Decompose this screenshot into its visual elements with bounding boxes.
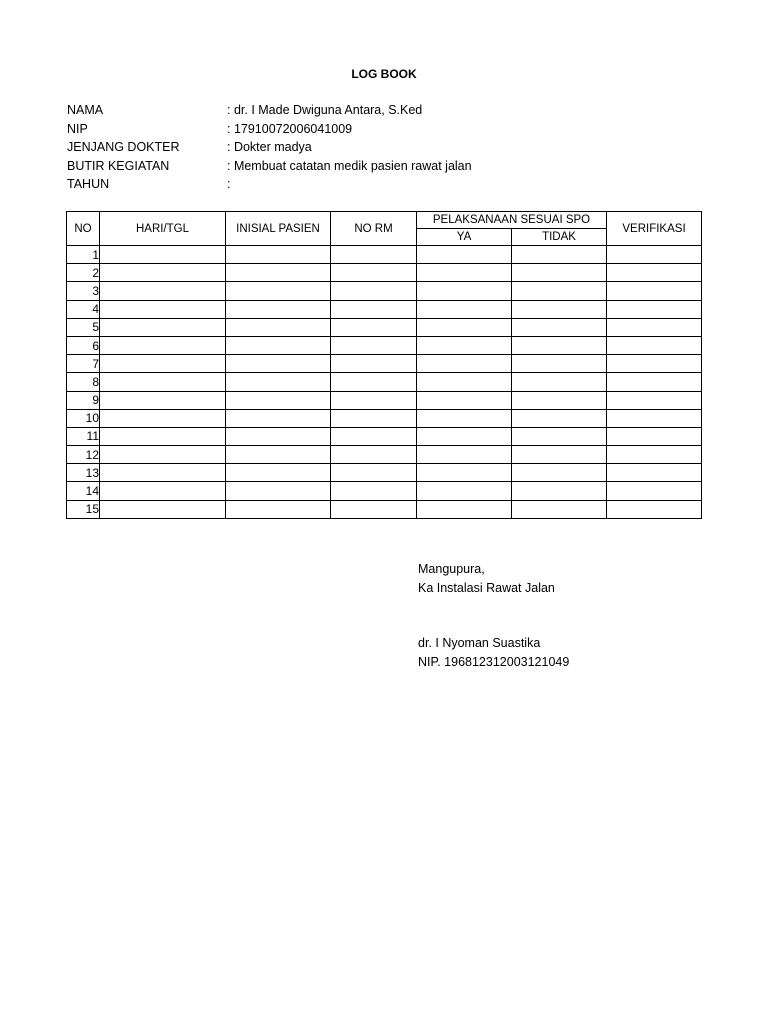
initials-cell[interactable] xyxy=(226,446,331,464)
rm-cell[interactable] xyxy=(331,446,417,464)
verification-cell[interactable] xyxy=(607,446,702,464)
info-value: : dr. I Made Dwiguna Antara, S.Ked xyxy=(227,103,423,117)
rm-cell[interactable] xyxy=(331,300,417,318)
initials-cell[interactable] xyxy=(226,427,331,445)
initials-cell[interactable] xyxy=(226,500,331,518)
yes-cell[interactable] xyxy=(417,427,512,445)
row-number: 13 xyxy=(67,464,100,482)
table-row xyxy=(67,427,702,445)
info-label: NIP xyxy=(67,121,88,136)
initials-cell[interactable] xyxy=(226,409,331,427)
initials-cell[interactable] xyxy=(226,336,331,354)
row-number: 2 xyxy=(67,264,100,282)
header-date: HARI/TGL xyxy=(100,212,226,246)
table-row xyxy=(67,246,702,264)
row-number: 9 xyxy=(67,391,100,409)
signature-name: dr. I Nyoman Suastika xyxy=(418,636,541,650)
date-cell[interactable] xyxy=(100,427,226,445)
no-spo-cell[interactable] xyxy=(512,482,607,500)
initials-cell[interactable] xyxy=(226,264,331,282)
header-yes: YA xyxy=(417,229,512,246)
row-number: 1 xyxy=(67,246,100,264)
date-cell[interactable] xyxy=(100,300,226,318)
yes-cell[interactable] xyxy=(417,391,512,409)
table-row xyxy=(67,336,702,354)
signature-space xyxy=(418,598,569,634)
info-row-butir xyxy=(67,157,472,176)
no-spo-cell[interactable] xyxy=(512,391,607,409)
row-number: 7 xyxy=(67,355,100,373)
yes-cell[interactable] xyxy=(417,409,512,427)
date-cell[interactable] xyxy=(100,464,226,482)
table-row xyxy=(67,300,702,318)
info-row-tahun xyxy=(67,175,472,194)
date-cell[interactable] xyxy=(100,409,226,427)
header-no-spo: TIDAK xyxy=(512,229,607,246)
no-spo-cell[interactable] xyxy=(512,246,607,264)
rm-cell[interactable] xyxy=(331,409,417,427)
info-label: BUTIR KEGIATAN xyxy=(67,158,170,173)
info-label: JENJANG DOKTER xyxy=(67,140,180,154)
row-number: 10 xyxy=(67,409,100,427)
rm-cell[interactable] xyxy=(331,464,417,482)
table-row xyxy=(67,409,702,427)
verification-cell[interactable] xyxy=(607,373,702,391)
initials-cell[interactable] xyxy=(226,482,331,500)
yes-cell[interactable] xyxy=(417,500,512,518)
no-spo-cell[interactable] xyxy=(512,355,607,373)
verification-cell[interactable] xyxy=(607,355,702,373)
no-spo-cell[interactable] xyxy=(512,409,607,427)
yes-cell[interactable] xyxy=(417,282,512,300)
date-cell[interactable] xyxy=(100,391,226,409)
verification-cell[interactable] xyxy=(607,336,702,354)
no-spo-cell[interactable] xyxy=(512,264,607,282)
info-value: : Dokter madya xyxy=(227,140,312,154)
date-cell[interactable] xyxy=(100,373,226,391)
initials-cell[interactable] xyxy=(226,318,331,336)
yes-cell[interactable] xyxy=(417,355,512,373)
initials-cell[interactable] xyxy=(226,373,331,391)
info-section xyxy=(67,101,472,194)
no-spo-cell[interactable] xyxy=(512,318,607,336)
info-label: NAMA xyxy=(67,103,104,117)
rm-cell[interactable] xyxy=(331,264,417,282)
log-table xyxy=(66,211,702,519)
rm-cell[interactable] xyxy=(331,355,417,373)
date-cell[interactable] xyxy=(100,355,226,373)
rm-cell[interactable] xyxy=(331,373,417,391)
yes-cell[interactable] xyxy=(417,318,512,336)
yes-cell[interactable] xyxy=(417,300,512,318)
verification-cell[interactable] xyxy=(607,264,702,282)
row-number: 4 xyxy=(67,300,100,318)
table-row xyxy=(67,282,702,300)
table-row xyxy=(67,373,702,391)
rm-cell[interactable] xyxy=(331,427,417,445)
verification-cell[interactable] xyxy=(607,282,702,300)
no-spo-cell[interactable] xyxy=(512,500,607,518)
row-number: 3 xyxy=(67,282,100,300)
initials-cell[interactable] xyxy=(226,355,331,373)
info-value: : 17910072006041009 xyxy=(227,121,353,136)
row-number: 11 xyxy=(67,427,100,445)
date-cell[interactable] xyxy=(100,500,226,518)
initials-cell[interactable] xyxy=(226,391,331,409)
rm-cell[interactable] xyxy=(331,391,417,409)
yes-cell[interactable] xyxy=(417,464,512,482)
row-number: 12 xyxy=(67,446,100,464)
rm-cell[interactable] xyxy=(331,246,417,264)
signature-nip: NIP. 196812312003121049 xyxy=(418,655,570,669)
header-no: NO xyxy=(67,212,100,246)
table-row xyxy=(67,482,702,500)
yes-cell[interactable] xyxy=(417,264,512,282)
initials-cell[interactable] xyxy=(226,282,331,300)
header-initials: INISIAL PASIEN xyxy=(226,212,331,246)
verification-cell[interactable] xyxy=(607,318,702,336)
yes-cell[interactable] xyxy=(417,336,512,354)
info-value: : xyxy=(227,177,231,191)
row-number: 6 xyxy=(67,336,100,354)
log-table-body xyxy=(67,246,702,519)
row-number: 8 xyxy=(67,373,100,391)
row-number: 5 xyxy=(67,318,100,336)
no-spo-cell[interactable] xyxy=(512,427,607,445)
no-spo-cell[interactable] xyxy=(512,446,607,464)
signature-block xyxy=(418,560,569,672)
header-spo: PELAKSANAAN SESUAI SPO xyxy=(417,212,607,229)
verification-cell[interactable] xyxy=(607,464,702,482)
no-spo-cell[interactable] xyxy=(512,464,607,482)
table-row xyxy=(67,264,702,282)
initials-cell[interactable] xyxy=(226,464,331,482)
signature-place: Mangupura, xyxy=(418,562,485,576)
row-number: 14 xyxy=(67,482,100,500)
yes-cell[interactable] xyxy=(417,373,512,391)
date-cell[interactable] xyxy=(100,318,226,336)
rm-cell[interactable] xyxy=(331,482,417,500)
document-title: LOG BOOK xyxy=(351,67,417,81)
info-label: TAHUN xyxy=(67,177,110,191)
rm-cell[interactable] xyxy=(331,500,417,518)
date-cell[interactable] xyxy=(100,282,226,300)
table-row xyxy=(67,318,702,336)
no-spo-cell[interactable] xyxy=(512,336,607,354)
initials-cell[interactable] xyxy=(226,246,331,264)
info-row-nama xyxy=(67,101,472,120)
header-verification: VERIFIKASI xyxy=(607,212,702,246)
verification-cell[interactable] xyxy=(607,409,702,427)
date-cell[interactable] xyxy=(100,482,226,500)
verification-cell[interactable] xyxy=(607,427,702,445)
no-spo-cell[interactable] xyxy=(512,300,607,318)
rm-cell[interactable] xyxy=(331,336,417,354)
info-value: : Membuat catatan medik pasien rawat jalan xyxy=(227,158,472,173)
verification-cell[interactable] xyxy=(607,500,702,518)
signature-position: Ka Instalasi Rawat Jalan xyxy=(418,581,555,595)
verification-cell[interactable] xyxy=(607,391,702,409)
no-spo-cell[interactable] xyxy=(512,373,607,391)
table-row xyxy=(67,464,702,482)
yes-cell[interactable] xyxy=(417,482,512,500)
verification-cell[interactable] xyxy=(607,482,702,500)
no-spo-cell[interactable] xyxy=(512,282,607,300)
rm-cell[interactable] xyxy=(331,282,417,300)
date-cell[interactable] xyxy=(100,264,226,282)
date-cell[interactable] xyxy=(100,446,226,464)
table-row xyxy=(67,446,702,464)
table-row xyxy=(67,391,702,409)
verification-cell[interactable] xyxy=(607,300,702,318)
date-cell[interactable] xyxy=(100,246,226,264)
table-row xyxy=(67,500,702,518)
verification-cell[interactable] xyxy=(607,246,702,264)
info-row-jenjang xyxy=(67,138,472,157)
row-number: 15 xyxy=(67,500,100,518)
initials-cell[interactable] xyxy=(226,300,331,318)
date-cell[interactable] xyxy=(100,336,226,354)
yes-cell[interactable] xyxy=(417,446,512,464)
rm-cell[interactable] xyxy=(331,318,417,336)
info-row-nip xyxy=(67,120,472,139)
header-rm: NO RM xyxy=(331,212,417,246)
table-row xyxy=(67,355,702,373)
yes-cell[interactable] xyxy=(417,246,512,264)
